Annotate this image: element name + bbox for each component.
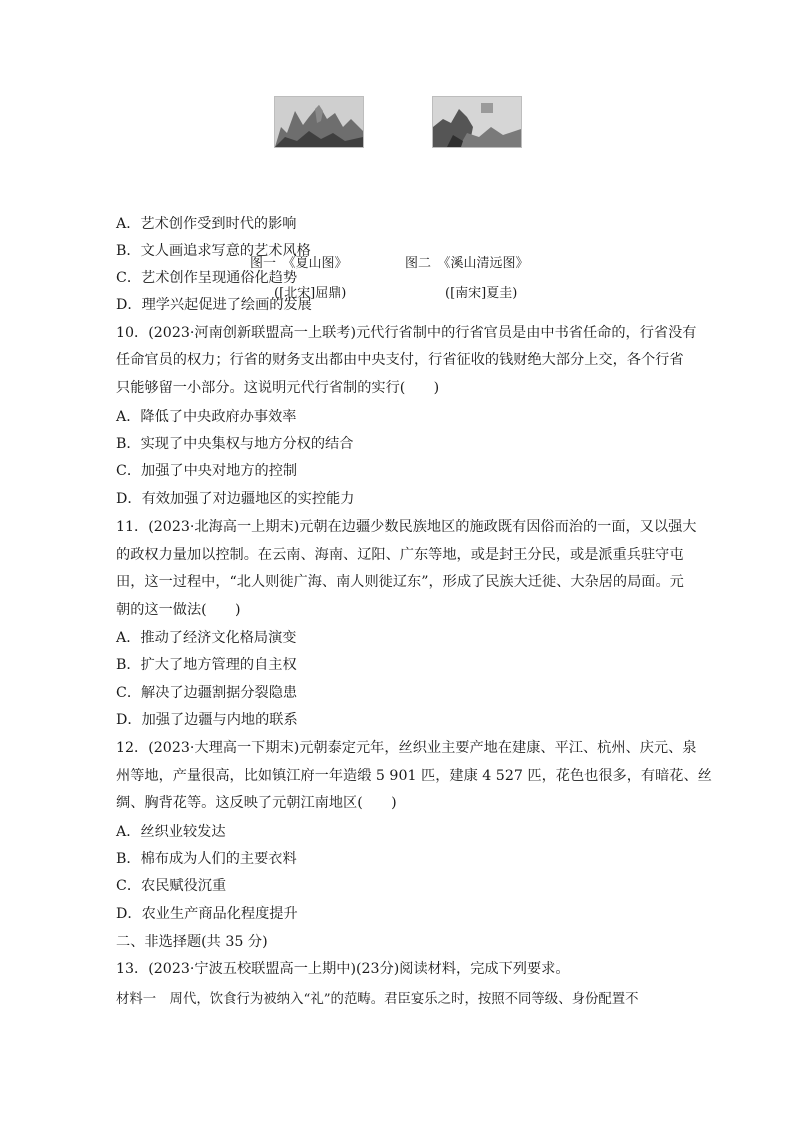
question-12-stem-line: 12．(2023·大理高一下期末)元朝泰定元年，丝织业主要产地在建康、平江、杭州、庆元、泉	[116, 740, 697, 756]
option-10b: B．实现了中央集权与地方分权的结合	[116, 436, 354, 452]
option-9c: C．艺术创作呈现通俗化趋势	[116, 270, 298, 286]
question-11-stem-line: 田，这一过程中，“北人则徙广海、南人则徙辽东”，形成了民族大迁徙、大杂居的局面。元	[116, 574, 684, 590]
question-10-stem-line: 只能够留一小部分。这说明元代行省制的实行( )	[116, 380, 440, 396]
option-11b: B．扩大了地方管理的自主权	[116, 657, 297, 673]
option-11a: A．推动了经济文化格局演变	[116, 630, 297, 646]
question-10-stem-line: 任命官员的权力；行省的财务支出都由中央支付，行省征收的钱财绝大部分上交，各个行省	[116, 352, 684, 368]
figure-two-author: ([南宋]夏圭)	[445, 286, 518, 301]
option-10a: A．降低了中央政府办事效率	[116, 409, 297, 425]
option-9b: B．文人画追求写意的艺术风格	[116, 243, 311, 259]
section-heading: 二、非选择题(共 35 分)	[116, 934, 268, 950]
question-11-stem-line: 朝的这一做法( )	[116, 602, 241, 618]
question-12-stem-line: 绸、胸背花等。这反映了元朝江南地区( )	[116, 795, 397, 811]
question-10-stem-line: 10．(2023·河南创新联盟高一上联考)元代行省制中的行省官员是由中书省任命的，行省没有	[116, 325, 697, 341]
option-10d: D．有效加强了对边疆地区的实控能力	[116, 491, 355, 507]
option-12d: D．农业生产商品化程度提升	[116, 906, 298, 922]
question-12-stem-line: 州等地，产量很高，比如镇江府一年造缎 5 901 匹，建康 4 527 匹，花色也很多，有暗花、丝	[116, 768, 712, 784]
figure-one-caption: 图一 《夏山图》	[250, 256, 348, 271]
option-9a: A．艺术创作受到时代的影响	[116, 216, 297, 232]
option-9d: D．理学兴起促进了绘画的发展	[116, 297, 312, 313]
question-11-stem-line: 的政权力量加以控制。在云南、海南、辽阳、广东等地，或是封王分民，或是派重兵驻守屯	[116, 547, 684, 563]
question-11-stem-line: 11．(2023·北海高一上期末)元朝在边疆少数民族地区的施政既有因俗而治的一面，又以强大	[116, 519, 697, 535]
option-12a: A．丝织业较发达	[116, 824, 226, 840]
option-11d: D．加强了边疆与内地的联系	[116, 712, 298, 728]
option-12c: C．农民赋役沉重	[116, 878, 227, 894]
option-10c: C．加强了中央对地方的控制	[116, 463, 298, 479]
figure-one-author: ([北宋]屈鼎)	[274, 286, 347, 301]
figure-two-caption: 图二 《溪山清远图》	[405, 256, 529, 271]
painting-stream-mountains-image	[432, 96, 522, 148]
option-11c: C．解决了边疆割据分裂隐患	[116, 685, 298, 701]
painting-summer-mountains-image	[274, 96, 364, 148]
material-one-line: 材料一 周代，饮食行为被纳入“礼”的范畴。君臣宴乐之时，按照不同等级、身份配置不	[116, 992, 639, 1007]
question-13-stem-line: 13．(2023·宁波五校联盟高一上期中)(23分)阅读材料，完成下列要求。	[116, 961, 570, 977]
option-12b: B．棉布成为人们的主要衣料	[116, 851, 297, 867]
